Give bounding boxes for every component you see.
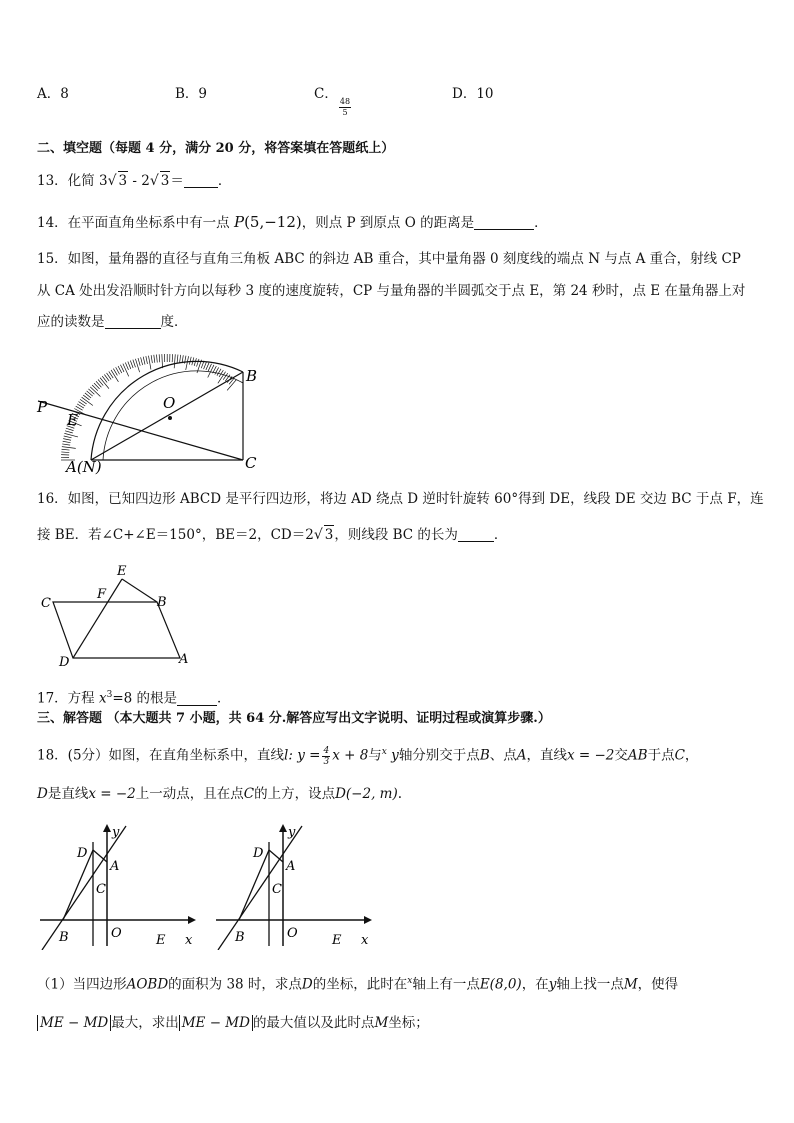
protractor-tick bbox=[159, 354, 160, 362]
protractor-tick bbox=[148, 356, 150, 370]
x-arrow-icon bbox=[364, 916, 372, 924]
label-d: D bbox=[77, 846, 88, 861]
protractor-tick bbox=[156, 355, 157, 363]
q18-1-p2: 的面积为 38 时，求点 bbox=[168, 976, 302, 993]
label-x: x bbox=[361, 933, 369, 948]
label-a: A bbox=[110, 859, 120, 874]
label-e: E bbox=[156, 933, 166, 948]
q18-mid3: ，直线 bbox=[526, 747, 567, 764]
protractor-tick bbox=[63, 439, 71, 441]
parallelogram-abcd bbox=[53, 602, 180, 658]
label-c: C bbox=[272, 882, 282, 897]
protractor-tick bbox=[64, 436, 72, 438]
radical-icon: √ bbox=[313, 527, 323, 543]
protractor-tick bbox=[208, 364, 211, 371]
protractor-tick bbox=[141, 357, 143, 365]
q18-1-p4: 轴上有一点 bbox=[412, 976, 480, 993]
section-3-heading: 三、解答题 （本大题共 7 小题，共 64 分.解答应写出文字说明、证明过程或演算步骤.） bbox=[37, 711, 551, 726]
q18-point-c: C bbox=[674, 747, 685, 764]
label-p: P bbox=[37, 398, 48, 416]
answer-blank bbox=[184, 173, 218, 188]
protractor-tick bbox=[154, 355, 155, 363]
q16-line2-prefix: 接 BE．若∠C+∠E＝150°，BE＝2，CD＝2 bbox=[37, 527, 314, 543]
protractor-tick bbox=[133, 360, 136, 368]
q18-frac-den: 3 bbox=[323, 756, 330, 767]
q18-line-2 bbox=[37, 785, 402, 803]
question-13 bbox=[37, 171, 231, 190]
q16-line2-suffix: ，则线段 BC 的长为 bbox=[334, 527, 458, 543]
protractor-tick bbox=[197, 359, 199, 367]
q15-line-2: 从 CA 处出发沿顺时针方向以每秒 3 度的速度旋转，CP 与量角器的半圆弧交于点 E，第 24 秒时，点 E 在量角器上对 bbox=[37, 283, 746, 299]
q18-line2-cc: 的上方，设点 bbox=[254, 786, 336, 802]
section-2-heading: 二、填空题（每题 4 分，满分 20 分，将答案填在答题纸上） bbox=[37, 141, 395, 156]
q18-1-abs2: ME − MD bbox=[179, 1015, 253, 1031]
label-e: E bbox=[332, 933, 342, 948]
q18-mid5: 于点 bbox=[647, 747, 675, 764]
protractor-tick bbox=[180, 355, 181, 363]
label-d: D bbox=[59, 655, 70, 670]
q18-eq-rest: x + 8 bbox=[332, 747, 369, 764]
center-point-o bbox=[168, 416, 172, 420]
label-x: x bbox=[185, 933, 193, 948]
q17-end: ． bbox=[217, 690, 231, 707]
label-b: B bbox=[235, 930, 245, 945]
label-b: B bbox=[157, 595, 167, 610]
answer-blank bbox=[105, 314, 161, 329]
q17-rest: =8 的根是 bbox=[112, 690, 178, 707]
label-c: C bbox=[245, 454, 257, 472]
q18-1-p6: 轴上找一点 bbox=[556, 976, 624, 993]
label-d: D bbox=[253, 846, 264, 861]
q18-sep: 、点 bbox=[489, 747, 517, 764]
q15-line-3 bbox=[37, 313, 188, 331]
radical-icon: √ bbox=[107, 173, 117, 189]
q15-line-1: 15．如图，量角器的直径与直角三角板 ABC 的斜边 AB 重合，其中量角器 0 刻度线的端点 N 与点 A 重合，射线 CP bbox=[37, 251, 741, 267]
label-o: O bbox=[163, 394, 176, 412]
label-o: O bbox=[111, 926, 122, 941]
label-e: E bbox=[67, 411, 78, 429]
q18-mid4: 交 bbox=[614, 747, 628, 764]
q18-part1-line-2 bbox=[37, 1014, 429, 1032]
q18-1-quad: AOBD bbox=[126, 976, 169, 993]
q18-1-p5: ，在 bbox=[521, 976, 549, 993]
q17-variable: x bbox=[98, 690, 107, 707]
option-c-numerator: 48 bbox=[339, 97, 351, 106]
q13-radicand-2: 3 bbox=[160, 173, 170, 189]
q17-prefix: 17．方程 bbox=[37, 690, 99, 707]
protractor-tick bbox=[204, 362, 207, 369]
q18-line-x: x = −2 bbox=[566, 747, 615, 764]
radical-icon: √ bbox=[149, 173, 159, 189]
label-c: C bbox=[41, 596, 51, 611]
q13-prefix: 13．化简 bbox=[37, 173, 95, 189]
x-arrow-icon bbox=[188, 916, 196, 924]
question-14 bbox=[37, 213, 548, 232]
q16-end: ． bbox=[493, 527, 508, 543]
protractor-tick bbox=[138, 358, 140, 366]
q18-line-name: l bbox=[284, 747, 289, 764]
protractor-tick bbox=[206, 363, 209, 370]
triangle-hypotenuse-ab bbox=[91, 372, 243, 460]
protractor-tick bbox=[189, 357, 191, 365]
label-a: A bbox=[179, 652, 189, 667]
protractor-tick bbox=[123, 364, 129, 377]
answer-blank bbox=[177, 691, 217, 706]
label-y: y bbox=[112, 825, 120, 840]
q16-line-2 bbox=[37, 525, 507, 544]
option-d: D．10 bbox=[452, 86, 494, 102]
q18-point-a: A bbox=[516, 747, 527, 764]
option-c-label: C． bbox=[314, 86, 338, 102]
protractor-tick bbox=[151, 355, 152, 363]
q18-1-x: x bbox=[407, 976, 413, 986]
option-c bbox=[314, 85, 338, 103]
q18-end1: ， bbox=[684, 747, 699, 764]
q18-line2-dm: D(−2, m) bbox=[335, 786, 398, 802]
q14-suffix: ，则点 P 到原点 O 的距离是 bbox=[301, 215, 475, 231]
q18-line2-c: C bbox=[243, 786, 255, 802]
q18-line-1 bbox=[37, 743, 698, 767]
label-b: B bbox=[246, 367, 258, 385]
coordinate-figure-2 bbox=[214, 820, 374, 950]
q17-exponent: 3 bbox=[106, 690, 113, 700]
q18-1-p1: （1）当四边形 bbox=[37, 976, 127, 993]
q18-1-m2: M bbox=[374, 1015, 389, 1031]
parallelogram-figure bbox=[35, 560, 205, 672]
q14-prefix: 14．在平面直角坐标系中有一点 bbox=[37, 215, 230, 231]
q15-line3-prefix: 应的读数是 bbox=[37, 314, 105, 330]
q14-point: P bbox=[233, 213, 245, 231]
y-arrow-icon bbox=[279, 824, 287, 832]
q18-1-abs1: ME − MD bbox=[37, 1015, 111, 1031]
y-arrow-icon bbox=[103, 824, 111, 832]
label-y: y bbox=[288, 825, 296, 840]
protractor-tick bbox=[146, 356, 148, 364]
protractor-tick bbox=[177, 355, 178, 363]
protractor-tick bbox=[62, 444, 70, 445]
label-e: E bbox=[117, 564, 127, 579]
protractor-tick bbox=[125, 363, 128, 370]
ray-cp bbox=[38, 401, 243, 460]
q18-prefix: 18．(5分）如图，在直角坐标系中，直线 bbox=[37, 747, 285, 764]
protractor-tick bbox=[174, 354, 175, 368]
q14-end: ． bbox=[534, 215, 548, 231]
protractor-tick bbox=[162, 354, 163, 368]
option-a: A．8 bbox=[37, 86, 69, 102]
option-c-denominator: 5 bbox=[342, 108, 348, 117]
q18-line2-end: . bbox=[397, 786, 403, 802]
q18-1-y: y bbox=[548, 976, 557, 993]
q18-point-d: D bbox=[37, 786, 48, 802]
q18-fraction bbox=[322, 746, 330, 767]
protractor-tick bbox=[194, 358, 196, 366]
q14-coords: (5,−12) bbox=[244, 213, 302, 231]
q15-line3-suffix: 度． bbox=[160, 314, 188, 330]
protractor-figure bbox=[30, 335, 270, 475]
q18-1-p10: 坐标； bbox=[388, 1015, 429, 1031]
protractor-tick bbox=[143, 357, 145, 365]
q18-1-p8: 最大，求出 bbox=[111, 1015, 179, 1031]
q18-frac-num: 4 bbox=[323, 745, 330, 756]
q18-point-b: B bbox=[479, 747, 490, 764]
label-b: B bbox=[59, 930, 69, 945]
q13-coefficient: 3 bbox=[98, 173, 108, 189]
q16-radicand: 3 bbox=[324, 527, 334, 543]
label-f: F bbox=[97, 587, 107, 602]
q18-mid2: 轴分别交于点 bbox=[398, 747, 480, 764]
protractor-tick bbox=[186, 356, 189, 370]
q13-minus: - 2 bbox=[128, 173, 150, 189]
protractor-ticks bbox=[61, 354, 236, 460]
q18-eq-y: : y = bbox=[288, 747, 321, 764]
protractor-tick bbox=[130, 361, 133, 369]
protractor-tick bbox=[62, 449, 70, 450]
protractor-tick bbox=[62, 447, 76, 449]
q13-end: ． bbox=[217, 173, 232, 189]
protractor-tick bbox=[65, 431, 73, 433]
label-o: O bbox=[287, 926, 298, 941]
q18-1-p7: ，使得 bbox=[637, 976, 679, 993]
coordinate-figure-1 bbox=[38, 820, 198, 950]
label-c: C bbox=[96, 882, 106, 897]
q18-seg-ab: AB bbox=[627, 747, 648, 764]
label-a-n: A(N) bbox=[66, 458, 102, 475]
protractor-tick bbox=[63, 441, 71, 442]
q18-mid: 与 bbox=[368, 747, 382, 764]
q18-1-p3: 的坐标，此时在 bbox=[312, 976, 408, 993]
q18-1-p9: 的最大值以及此时点 bbox=[252, 1015, 375, 1031]
q18-axis-x: x bbox=[381, 747, 387, 757]
label-a: A bbox=[286, 859, 296, 874]
protractor-tick bbox=[61, 452, 69, 453]
q16-line-1: 16．如图，已知四边形 ABCD 是平行四边形，将边 AD 绕点 D 逆时针旋转 60°得到 DE，线段 DE 交边 BC 于点 F，连 bbox=[37, 491, 764, 507]
q18-1-e: E(8,0) bbox=[479, 976, 522, 993]
answer-blank bbox=[474, 215, 534, 230]
answer-blank bbox=[458, 527, 494, 542]
q13-radicand-1: 3 bbox=[118, 173, 128, 189]
q13-equals: ＝ bbox=[170, 173, 184, 189]
q18-part1-line-1 bbox=[37, 972, 678, 994]
q18-axis-y: y bbox=[391, 747, 399, 764]
option-b: B．9 bbox=[175, 86, 208, 102]
q18-line2-x: x = −2 bbox=[88, 786, 136, 802]
option-c-fraction bbox=[339, 97, 351, 118]
q18-line2-a: 是直线 bbox=[47, 786, 89, 802]
q18-1-d: D bbox=[301, 976, 313, 993]
q18-1-m: M bbox=[623, 976, 638, 993]
segment-be bbox=[122, 579, 157, 602]
question-17 bbox=[37, 686, 231, 708]
q18-line2-b: 上一动点，且在点 bbox=[135, 786, 244, 802]
protractor-tick bbox=[128, 362, 131, 369]
